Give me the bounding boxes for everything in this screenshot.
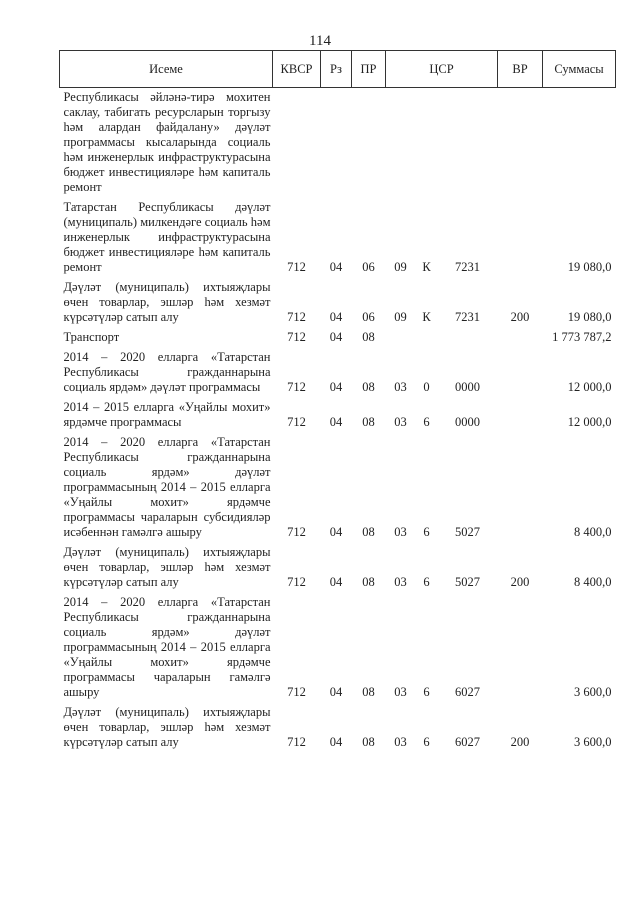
row-name: Дәүләт (муниципаль) ихтыяҗлары өчен товарлар, эшләр һәм хезмәт күрсәтүләр сатып алу	[63, 280, 271, 324]
row-vr	[498, 398, 543, 433]
row-name: 2014 – 2020 елларга «Татарстан Республикасы гражданнарына социаль ярдәм» дәүләт программасының 2014 – 2015 елларга «Уңайлы мохит» ярдәмче программасы чараларын гамәлгә ашыру	[63, 595, 271, 699]
row-csr-subprogram: 6	[423, 525, 430, 539]
row-vr	[498, 433, 543, 543]
header-row	[60, 51, 616, 88]
row-sum: 1 773 787,2	[552, 330, 612, 344]
row-sum: 12 000,0	[567, 380, 612, 394]
row-kvsr: 712	[287, 380, 306, 394]
row-pr: 06	[362, 260, 375, 274]
row-name: 2014 – 2020 елларга «Татарстан Республикасы гражданнарына социаль ярдәм» дәүләт программасы	[63, 350, 271, 394]
row-csr-program	[386, 88, 416, 199]
row-kvsr: 712	[287, 260, 306, 274]
row-rz	[321, 88, 352, 199]
table-row	[60, 88, 616, 199]
row-csr-program: 03	[394, 380, 407, 394]
table-row	[60, 278, 616, 328]
row-csr-code: 7231	[455, 260, 480, 274]
row-csr-program: 03	[394, 525, 407, 539]
row-name: Татарстан Республикасы дәүләт (муниципаль) милкендәге социаль һәм инженерлык инфраструктурасына бюджет инвестицияләре һәм капиталь ремонт	[63, 200, 271, 274]
row-rz: 04	[329, 310, 343, 324]
row-rz: 04	[329, 525, 343, 539]
table-row	[60, 328, 616, 348]
page-number: 114	[309, 33, 331, 49]
row-name: Республикасы әйләнә-тирә мохитен саклау, табигать ресурсларын торгызу һәм алардан файдалану» дәүләт программасы кысаларында социаль һәм инженерлык инфраструктурасына бюджет инвестицияләре һәм капиталь ремонт	[63, 90, 271, 194]
row-kvsr: 712	[287, 685, 306, 699]
row-kvsr: 712	[287, 525, 306, 539]
row-rz: 04	[329, 330, 343, 344]
row-csr-code: 5027	[455, 575, 480, 589]
table-row	[60, 348, 616, 398]
row-kvsr	[273, 88, 321, 199]
row-vr: 200	[510, 575, 530, 589]
row-csr-code: 0000	[455, 380, 480, 394]
row-name: Дәүләт (муниципаль) ихтыяҗлары өчен товарлар, эшләр һәм хезмәт күрсәтүләр сатып алу	[63, 545, 271, 589]
row-csr-code: 6027	[455, 685, 480, 699]
row-pr: 08	[362, 685, 375, 699]
row-pr: 06	[362, 310, 375, 324]
header-pr: ПР	[352, 51, 386, 88]
row-kvsr: 712	[287, 415, 306, 429]
row-csr-program	[386, 328, 416, 348]
row-csr-program: 09	[394, 310, 407, 324]
budget-table	[59, 50, 616, 753]
row-vr	[498, 593, 543, 703]
row-csr-program: 03	[394, 575, 407, 589]
row-kvsr: 712	[287, 575, 306, 589]
row-pr: 08	[362, 380, 375, 394]
row-csr-subprogram: К	[422, 310, 431, 324]
row-csr-code: 7231	[455, 310, 480, 324]
row-name: Дәүләт (муниципаль) ихтыяҗлары өчен товарлар, эшләр һәм хезмәт күрсәтүләр сатып алу	[63, 705, 271, 749]
row-csr-code	[438, 88, 498, 199]
row-csr-subprogram: К	[422, 260, 431, 274]
row-csr-subprogram: 6	[423, 415, 430, 429]
table-row	[60, 593, 616, 703]
row-csr-subprogram	[416, 328, 438, 348]
row-csr-subprogram: 6	[423, 685, 430, 699]
row-sum: 8 400,0	[574, 575, 612, 589]
row-csr-code: 6027	[455, 735, 480, 749]
row-kvsr: 712	[287, 310, 306, 324]
row-csr-subprogram: 0	[423, 380, 430, 394]
row-pr: 08	[362, 735, 375, 749]
row-sum: 3 600,0	[574, 735, 612, 749]
header-csr: ЦСР	[386, 51, 498, 88]
row-rz: 04	[329, 380, 343, 394]
row-pr: 08	[362, 525, 375, 539]
row-vr	[498, 198, 543, 278]
row-pr: 08	[362, 575, 375, 589]
row-sum: 8 400,0	[574, 525, 612, 539]
row-csr-code: 5027	[455, 525, 480, 539]
row-name: 2014 – 2020 елларга «Татарстан Республикасы гражданнарына социаль ярдәм» дәүләт программасының 2014 – 2015 елларга «Уңайлы мохит» ярдәмче программасы чараларын субсидияләр исәбеннән гамәлгә ашыру	[63, 435, 271, 539]
row-rz: 04	[329, 260, 343, 274]
row-vr: 200	[510, 310, 530, 324]
row-csr-program: 03	[394, 735, 407, 749]
header-name: Исеме	[60, 51, 273, 88]
row-vr	[498, 348, 543, 398]
header-vr: ВР	[498, 51, 543, 88]
table-row	[60, 198, 616, 278]
row-sum: 12 000,0	[567, 415, 612, 429]
header-rz: Рз	[321, 51, 352, 88]
row-kvsr: 712	[287, 735, 306, 749]
row-pr	[352, 88, 386, 199]
row-vr	[498, 328, 543, 348]
row-csr-program: 03	[394, 415, 407, 429]
header-sum: Суммасы	[543, 51, 616, 88]
table-row	[60, 703, 616, 753]
row-csr-subprogram: 6	[423, 735, 430, 749]
row-name: 2014 – 2015 елларга «Уңайлы мохит» ярдәмче программасы	[63, 400, 271, 429]
row-rz: 04	[329, 685, 343, 699]
row-csr-code	[438, 328, 498, 348]
row-kvsr: 712	[287, 330, 306, 344]
row-rz: 04	[329, 415, 343, 429]
row-csr-subprogram	[416, 88, 438, 199]
row-csr-program: 03	[394, 685, 407, 699]
header-kvsr: КВСР	[273, 51, 321, 88]
row-vr	[498, 88, 543, 199]
row-pr: 08	[362, 330, 375, 344]
row-rz: 04	[329, 735, 343, 749]
table-row	[60, 543, 616, 593]
table-row	[60, 433, 616, 543]
row-vr: 200	[510, 735, 530, 749]
row-name: Транспорт	[63, 330, 120, 344]
row-csr-code: 0000	[455, 415, 480, 429]
row-pr: 08	[362, 415, 375, 429]
table-row	[60, 398, 616, 433]
row-sum	[543, 88, 616, 199]
row-sum: 19 080,0	[567, 310, 612, 324]
row-sum: 19 080,0	[567, 260, 612, 274]
row-sum: 3 600,0	[574, 685, 612, 699]
row-rz: 04	[329, 575, 343, 589]
row-csr-subprogram: 6	[423, 575, 430, 589]
row-csr-program: 09	[394, 260, 407, 274]
